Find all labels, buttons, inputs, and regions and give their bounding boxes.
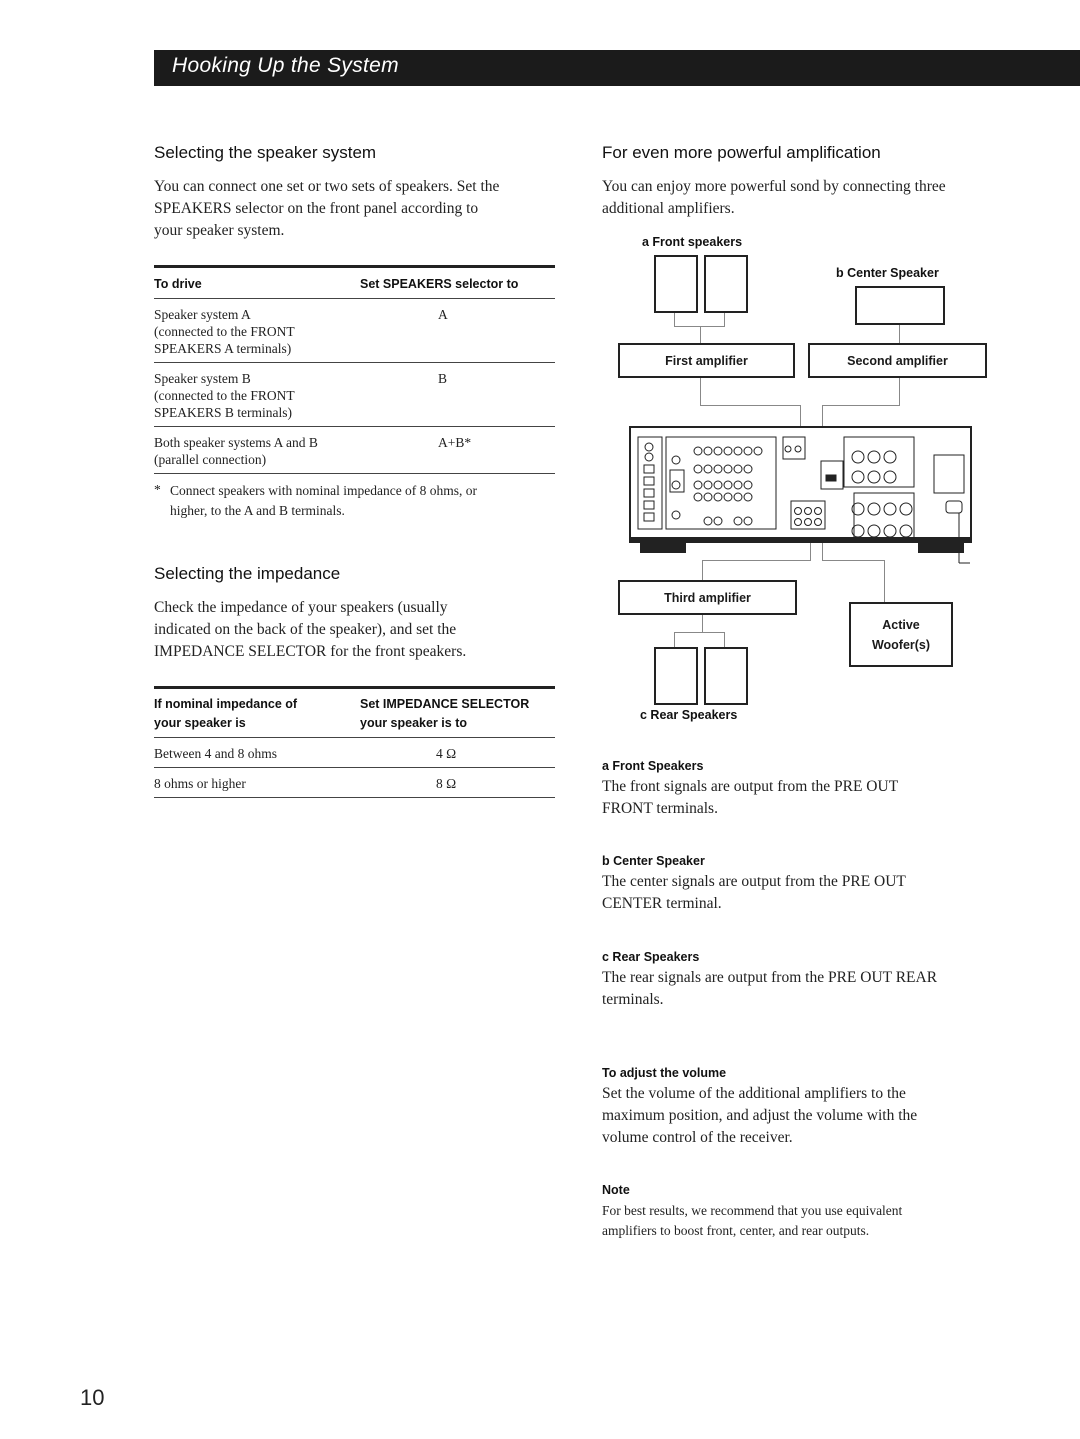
- third-amplifier-box: Third amplifier: [618, 580, 797, 615]
- rear-speaker-left: [654, 647, 698, 705]
- table-header-impedance-selector: Set IMPEDANCE SELECTOR your speaker is to: [360, 697, 530, 730]
- front-speaker-left: [654, 255, 698, 313]
- page-number: 10: [80, 1385, 105, 1410]
- table-row: Both speaker systems A and B (parallel connection): [154, 435, 318, 467]
- table-header-nominal-impedance: If nominal impedance of your speaker is: [154, 697, 298, 730]
- footnote-text: Connect speakers with nominal impedance of 8 ohms, or higher, to the A and B terminals.: [170, 483, 478, 518]
- note-title: Note: [602, 1183, 630, 1197]
- table-cell-impedance: Between 4 and 8 ohms: [154, 746, 277, 761]
- table-cell-setting: A: [438, 307, 448, 322]
- center-speaker-label: b Center Speaker: [836, 266, 939, 280]
- rear-speaker-right: [704, 647, 748, 705]
- center-speaker-section-text: The center signals are output from the PRE OUT CENTER terminal.: [602, 873, 906, 912]
- table-header-speakers-selector: Set SPEAKERS selector to: [360, 277, 519, 291]
- table-row: Speaker system B (connected to the FRONT SPEAKERS B terminals): [154, 371, 295, 420]
- first-amplifier-box: First amplifier: [618, 343, 795, 378]
- active-woofer-box: Active Woofer(s): [849, 602, 953, 667]
- speakers-selector-table: [154, 265, 555, 476]
- table-row: Speaker system A (connected to the FRONT SPEAKERS A terminals): [154, 307, 295, 356]
- impedance-heading: Selecting the impedance: [154, 564, 341, 583]
- volume-title: To adjust the volume: [602, 1066, 727, 1080]
- footnote-mark: *: [154, 482, 161, 497]
- center-speaker: [855, 286, 945, 325]
- amplification-intro: You can enjoy more powerful sond by connecting three additional amplifiers.: [602, 178, 946, 217]
- header-banner: [154, 50, 1080, 86]
- table-cell-setting: 8 Ω: [436, 776, 457, 791]
- table-header-to-drive: To drive: [154, 277, 202, 291]
- table-cell-setting: A+B*: [438, 435, 472, 450]
- note-text: For best results, we recommend that you use equivalent amplifiers to boost front, center, and rear outputs.: [602, 1203, 903, 1238]
- front-speaker-right: [704, 255, 748, 313]
- impedance-intro: Check the impedance of your speakers (usually indicated on the back of the speaker), and set the IMPEDANCE SELECTOR for the front speakers.: [154, 599, 467, 660]
- rear-speakers-label: c Rear Speakers: [640, 708, 738, 722]
- speaker-system-intro: You can connect one set or two sets of speakers. Set the SPEAKERS selector on the front panel according to your speaker system.: [154, 178, 500, 239]
- rear-speakers-section-text: The rear signals are output from the PRE OUT REAR terminals.: [602, 969, 938, 1008]
- page-header-title: Hooking Up the System: [172, 54, 399, 77]
- table-cell-setting: B: [438, 371, 448, 386]
- receiver-rear-panel-illustration: [628, 425, 973, 567]
- table-cell-setting: 4 Ω: [436, 746, 457, 761]
- center-speaker-section-title: b Center Speaker: [602, 854, 705, 868]
- impedance-table: [154, 686, 555, 801]
- front-speakers-label: a Front speakers: [642, 235, 743, 249]
- front-speakers-section-title: a Front Speakers: [602, 759, 704, 773]
- rear-speakers-section-title: c Rear Speakers: [602, 950, 700, 964]
- speaker-system-heading: Selecting the speaker system: [154, 143, 377, 162]
- amplification-heading: For even more powerful amplification: [602, 143, 881, 162]
- volume-text: Set the volume of the additional amplifiers to the maximum position, and adjust the volume with the volume control of the receiver.: [602, 1085, 918, 1146]
- second-amplifier-box: Second amplifier: [808, 343, 987, 378]
- front-speakers-section-text: The front signals are output from the PRE OUT FRONT terminals.: [602, 778, 899, 817]
- table-cell-impedance: 8 ohms or higher: [154, 776, 246, 791]
